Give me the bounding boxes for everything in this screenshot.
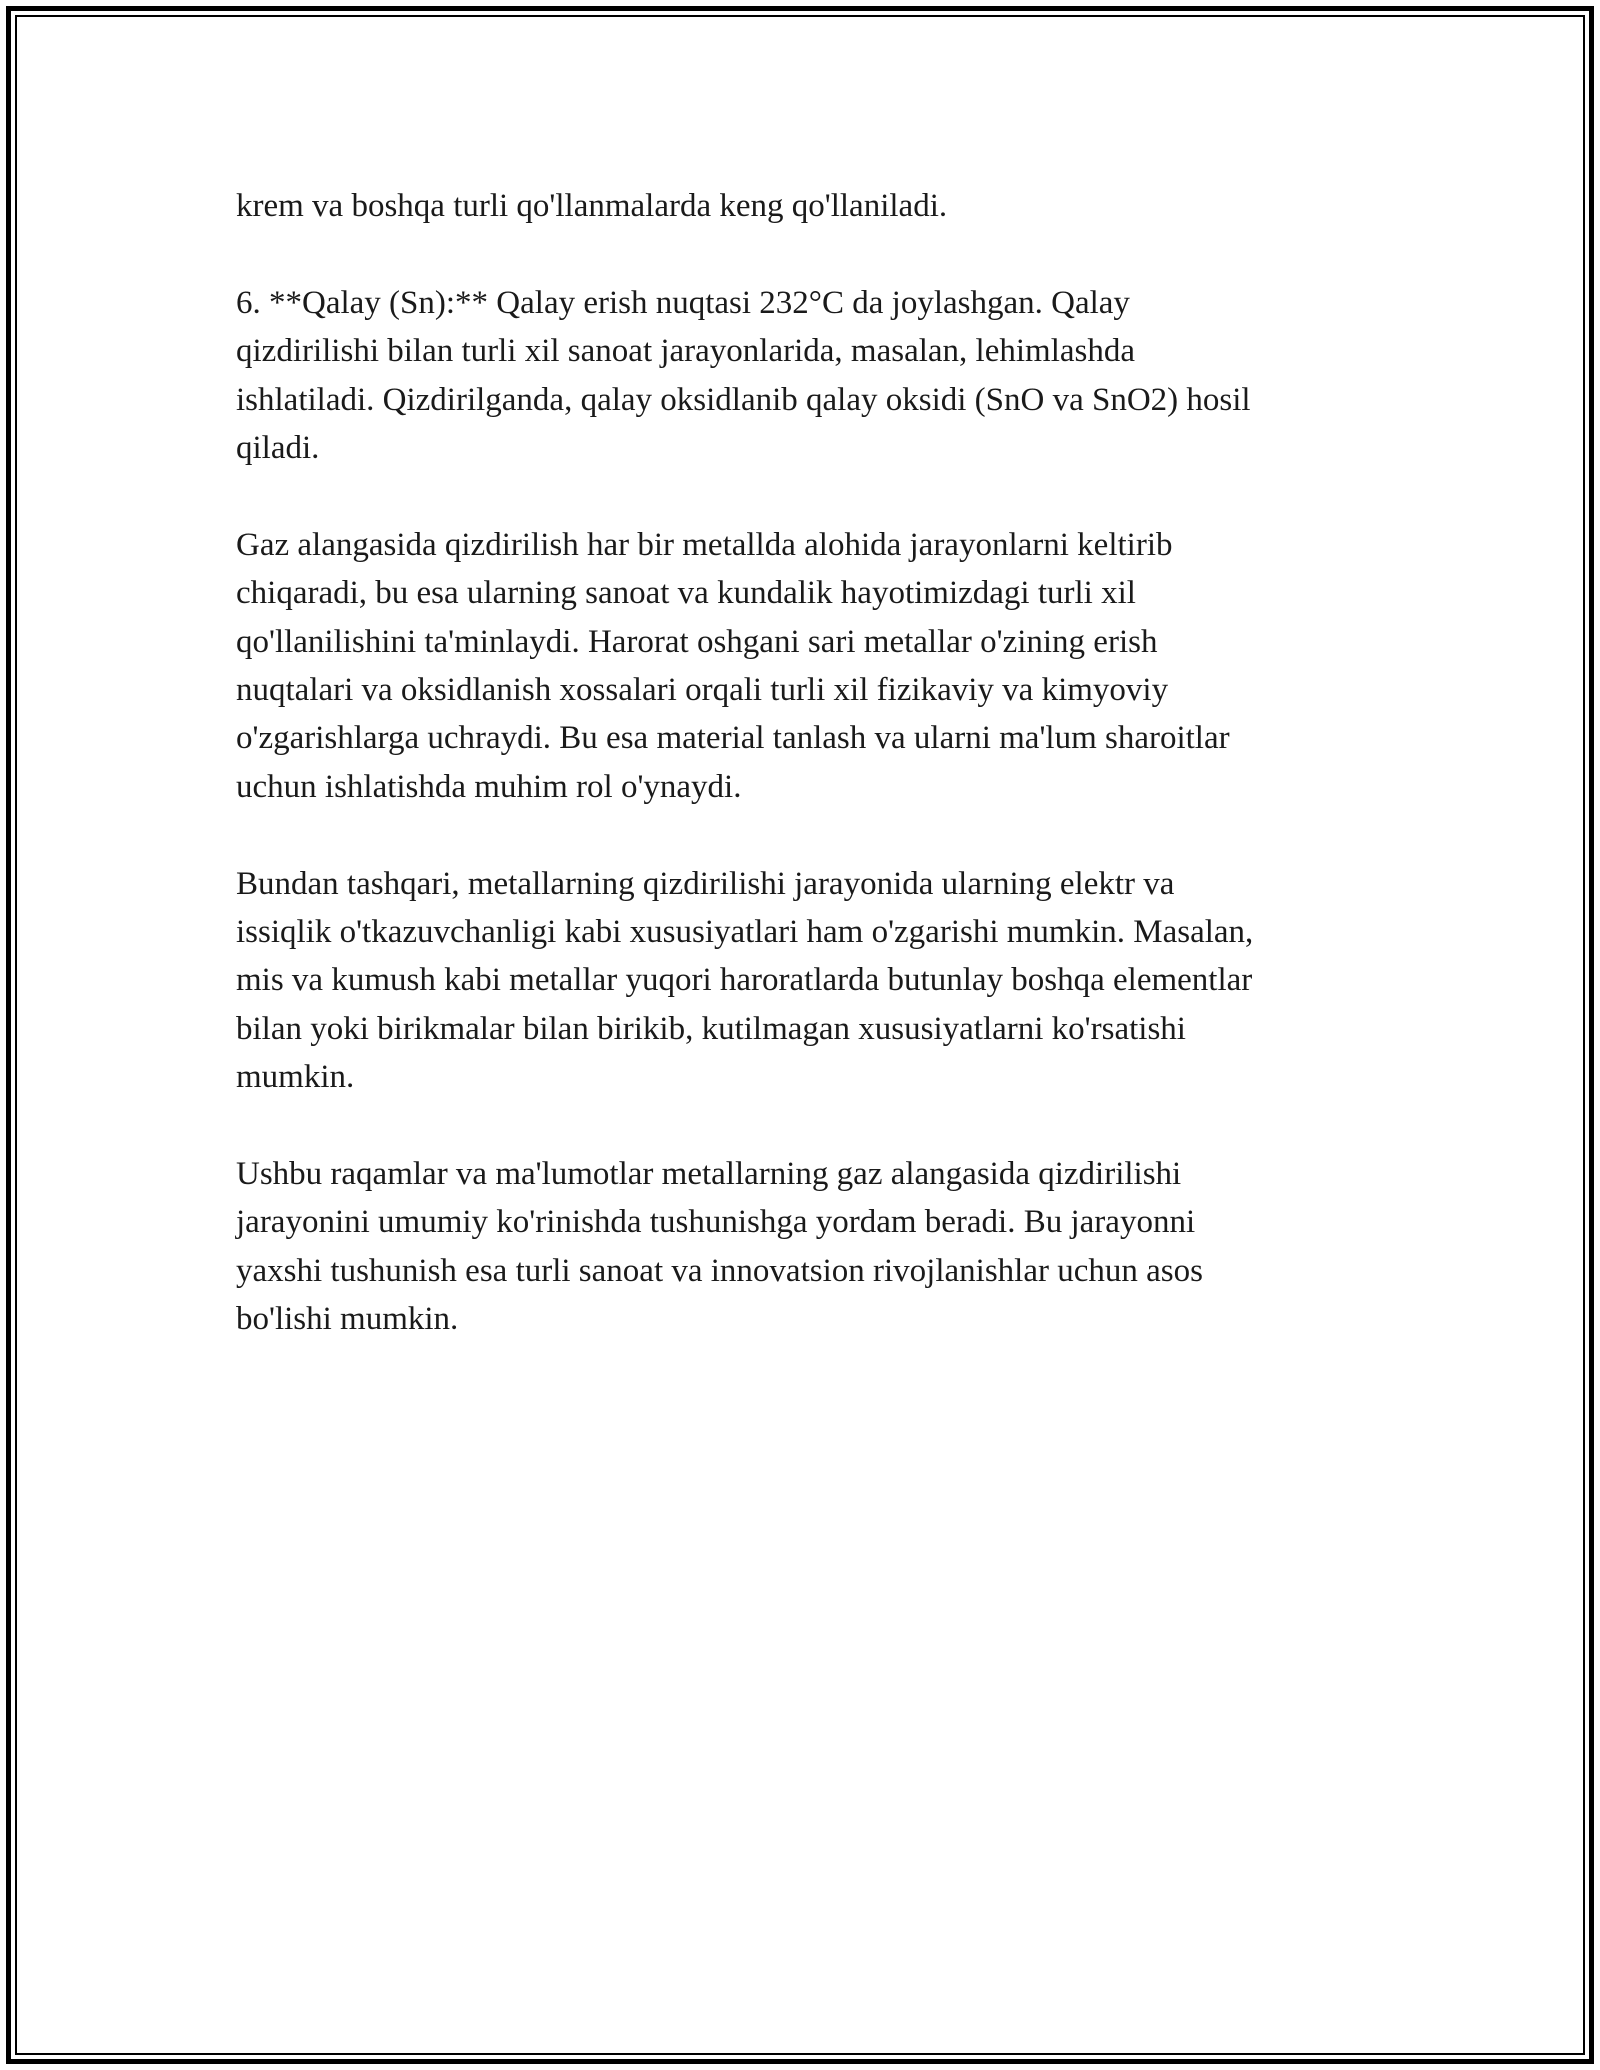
document-body [236,182,1376,1392]
paragraph-continuation: krem va boshqa turli qo'llanmalarda keng qo'llaniladi. [236,188,948,224]
paragraph-gaz-alangasida: Gaz alangasida qizdirilish har bir metallda alohida jarayonlarni keltirib chiqaradi, bu esa ularning sanoat va kundalik hayotimizdagi turli xil qo'llanilishini ta'minlaydi. Harorat oshgani sari metallar o'zining erish nuqtalari va oksidlanish xossalari orqali turli xil fizikaviy va kimyoviy o'zgarishlarga uchraydi. Bu esa material tanlash va ularni ma'lum sharoitlar uchun ishlatishda muhim rol o'ynaydi. [236,526,1230,805]
paragraph-ushbu-raqamlar: Ushbu raqamlar va ma'lumotlar metallarning gaz alangasida qizdirilishi jarayonini umumiy ko'rinishda tushunishga yordam beradi. Bu jarayonni yaxshi tushunish esa turli sanoat va innovatsion rivojlanishlar uchun asos bo'lishi mumkin. [236,1156,1203,1338]
paragraph-bundan-tashqari: Bundan tashqari, metallarning qizdirilishi jarayonida ularning elektr va issiqlik o'tkazuvchanligi kabi xususiyatlari ham o'zgarishi mumkin. Masalan, mis va kumush kabi metallar yuqori haroratlarda butunlay boshqa elementlar bilan yoki birikmalar bilan birikib, kutilmagan xususiyatlarni ko'rsatishi mumkin. [236,865,1254,1096]
paragraph-qalay: 6. **Qalay (Sn):** Qalay erish nuqtasi 232°C da joylashgan. Qalay qizdirilishi bilan turli xil sanoat jarayonlarida, masalan, lehimlashda ishlatiladi. Qizdirilganda, qalay oksidlanib qalay oksidi (SnO va SnO2) hosil qiladi. [236,284,1251,467]
